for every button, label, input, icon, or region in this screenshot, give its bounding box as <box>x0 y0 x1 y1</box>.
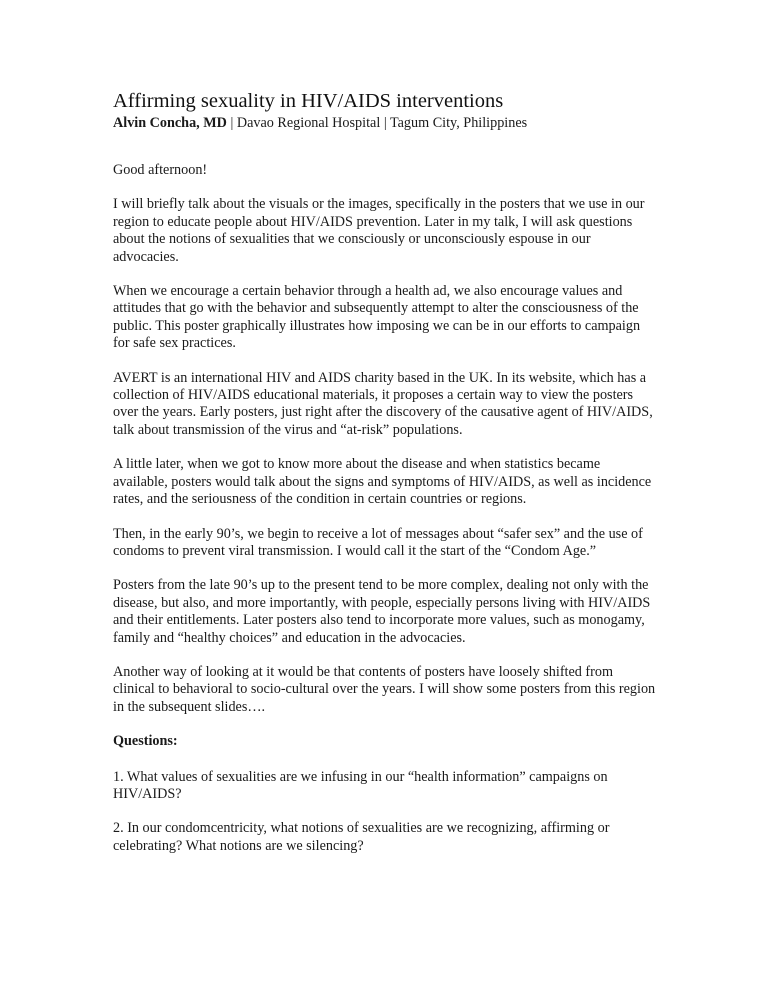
byline-location: Tagum City, Philippines <box>389 115 528 131</box>
question-item: 2. In our condomcentricity, what notions of sexualities are we recognizing, affirming or celebrating? What notions are we silencing? <box>113 820 610 854</box>
body-paragraph: I will briefly talk about the visuals or the images, specifically in the posters that we use in our region to educate people about HIV/AIDS prevention. Later in my talk, I will ask questions about the notions of sexualities that we consciously or unconsciously espouse in our advocacies. <box>113 196 645 265</box>
byline-institution: Davao Regional Hospital <box>236 115 381 131</box>
byline <box>113 114 658 132</box>
document-title: Affirming sexuality in HIV/AIDS interventions <box>113 90 504 112</box>
body-paragraph: Posters from the late 90’s up to the present tend to be more complex, dealing not only with the disease, but also, and more importantly, with people, especially persons living with HIV/AIDS and their entitlements. Later posters also tend to incorporate more values, such as monogamy, family and “healthy choices” and education in the advocacies. <box>113 577 651 646</box>
byline-separator: | <box>226 115 237 131</box>
body-paragraph: Another way of looking at it would be that contents of posters have loosely shifted from clinical to behavioral to socio-cultural over the years. I will show some posters from this region in the subsequent slides…. <box>113 663 656 715</box>
question-item: 1. What values of sexualities are we infusing in our “health information” campaigns on HIV/AIDS? <box>113 768 608 802</box>
questions-heading: Questions: <box>113 733 178 750</box>
body-paragraph: AVERT is an international HIV and AIDS charity based in the UK. In its website, which has a collection of HIV/AIDS educational materials, it proposes a certain way to view the posters over the years. Early posters, just right after the discovery of the causative agent of HIV/AIDS, talk about transmission of the virus and “at-risk” populations. <box>113 369 653 438</box>
byline-separator: | <box>380 115 390 131</box>
body-paragraph: A little later, when we got to know more about the disease and when statistics became available, posters would talk about the signs and symptoms of HIV/AIDS, as well as incidence rates, and the seriousness of the condition in certain countries or regions. <box>113 456 652 508</box>
body-paragraph: When we encourage a certain behavior through a health ad, we also encourage values and attitudes that go with the behavior and subsequently attempt to alter the consciousness of the public. This poster graphically illustrates how imposing we can be in our efforts to campaign for safe sex practices. <box>113 283 641 352</box>
byline-author: Alvin Concha, MD <box>113 115 227 131</box>
body-paragraph: Then, in the early 90’s, we begin to receive a lot of messages about “safer sex” and the use of condoms to prevent viral transmission. I would call it the start of the “Condom Age.” <box>113 525 643 559</box>
greeting: Good afternoon! <box>113 162 208 178</box>
document-page <box>113 88 658 872</box>
